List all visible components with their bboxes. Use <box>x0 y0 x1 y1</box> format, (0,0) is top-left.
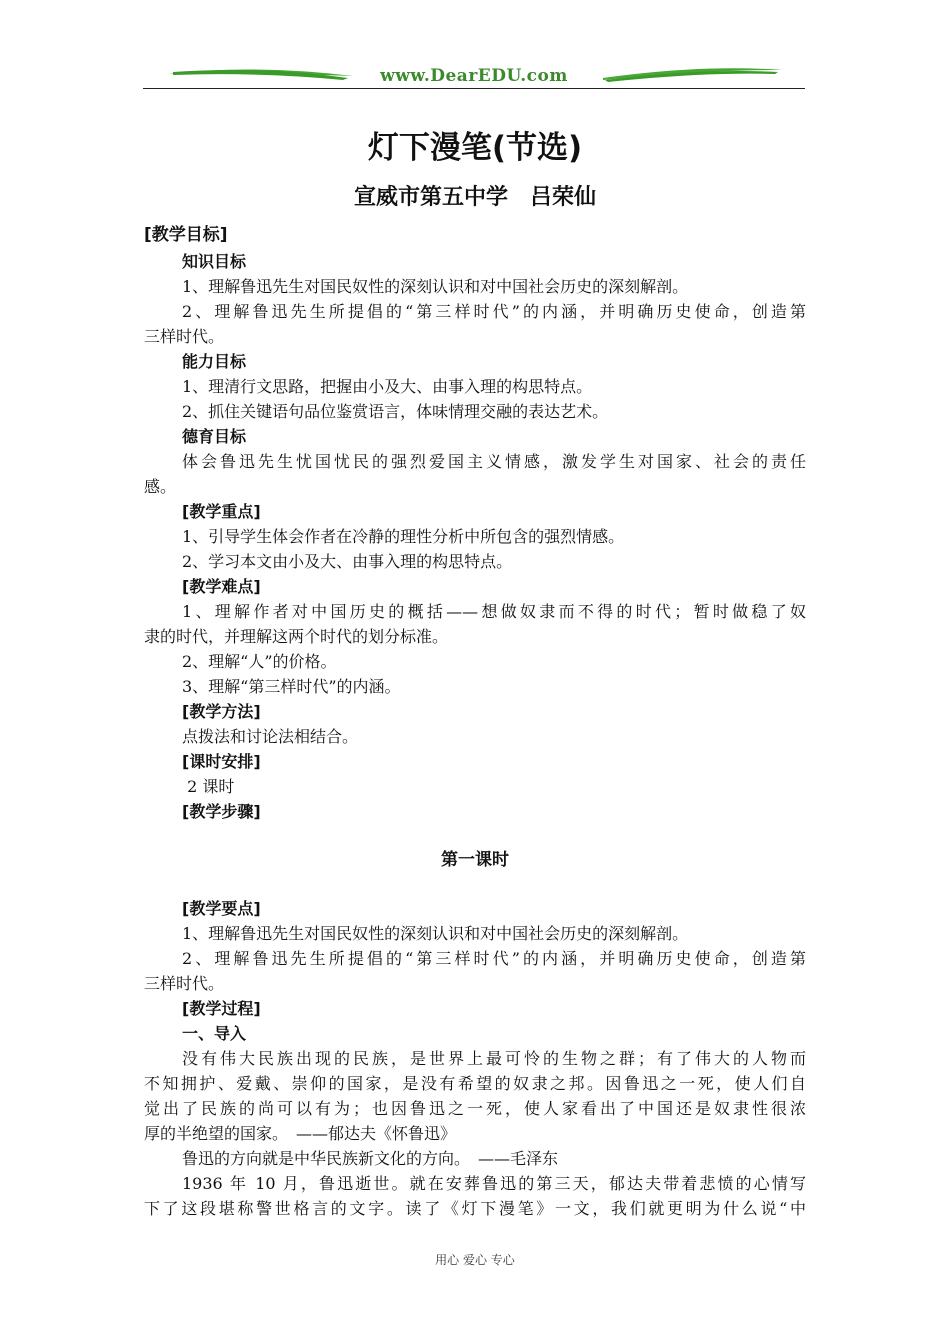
paragraph: 没有伟大民族出现的民族，是世界上最可怜的生物之群；有了伟大的人物而 <box>182 1049 806 1068</box>
paragraph: 厚的半绝望的国家。 ——郁达夫《怀鲁迅》 <box>144 1124 457 1143</box>
lesson-points-heading: [教学要点] <box>182 899 261 918</box>
paragraph: 体会鲁迅先生忧国忧民的强烈爱国主义情感，激发学生对国家、社会的责任 <box>182 452 806 471</box>
paragraph: 鲁迅的方向就是中华民族新文化的方向。 ——毛泽东 <box>182 1149 559 1168</box>
paragraph: 2、学习本文由小及大、由事入理的构思特点。 <box>182 552 513 571</box>
paragraph: 下了这段堪称警世格言的文字。读了《灯下漫笔》一文，我们就更明为什么说“中 <box>144 1199 806 1218</box>
goals-heading: [教学目标] <box>144 225 228 245</box>
document-title: 灯下漫笔(节选) <box>367 130 583 166</box>
lesson-heading: 第一课时 <box>441 850 509 870</box>
paragraph: 3、理解“第三样时代”的内涵。 <box>182 677 401 696</box>
paragraph: 三样时代。 <box>144 327 225 346</box>
paragraph: 2、理解“人”的价格。 <box>182 652 337 671</box>
paragraph: 2、理解鲁迅先生所提倡的“第三样时代”的内涵，并明确历史使命，创造第 <box>182 949 806 968</box>
moral-heading: 德育目标 <box>182 427 247 446</box>
intro-heading: 一、导入 <box>182 1024 247 1043</box>
key-points-heading: [教学重点] <box>182 502 261 521</box>
difficulties-heading: [教学难点] <box>182 577 261 596</box>
method-heading: [教学方法] <box>182 702 261 721</box>
page-footer: 用心 爱心 专心 <box>435 1253 515 1267</box>
document-body <box>144 222 806 1221</box>
paragraph: 1936 年 10 月，鲁迅逝世。就在安葬鲁迅的第三天，郁达夫带着悲愤的心情写 <box>182 1174 806 1193</box>
ability-heading: 能力目标 <box>182 352 247 371</box>
site-header-banner <box>143 60 805 92</box>
paragraph: 点拨法和讨论法相结合。 <box>182 727 359 746</box>
paragraph: 2、抓住关键语句品位鉴赏语言，体味情理交融的表达艺术。 <box>182 402 609 421</box>
knowledge-heading: 知识目标 <box>182 252 247 271</box>
paragraph: 1、理解作者对中国历史的概括——想做奴隶而不得的时代；暂时做稳了奴 <box>182 602 806 621</box>
process-heading: [教学过程] <box>182 999 261 1018</box>
paragraph: 隶的时代，并理解这两个时代的划分标准。 <box>144 627 449 646</box>
paragraph: 三样时代。 <box>144 974 225 993</box>
steps-heading: [教学步骤] <box>182 802 261 821</box>
paragraph: 不知拥护、爱戴、崇仰的国家，是没有希望的奴隶之邦。因鲁迅之一死，使人们自 <box>144 1074 806 1093</box>
document-subtitle: 宣威市第五中学 吕荣仙 <box>353 185 596 210</box>
paragraph: 感。 <box>144 477 177 496</box>
paragraph: 1、理解鲁迅先生对国民奴性的深刻认识和对中国社会历史的深刻解剖。 <box>182 924 689 943</box>
paragraph: 觉出了民族的尚可以有为；也因鲁迅之一死，使人家看出了中国还是奴隶性很浓 <box>144 1099 806 1118</box>
spacer <box>144 874 806 896</box>
paragraph: 1、理清行文思路，把握由小及大、由事入理的构思特点。 <box>182 377 593 396</box>
site-url: www.DearEDU.com <box>380 66 568 86</box>
paragraph: 1、理解鲁迅先生对国民奴性的深刻认识和对中国社会历史的深刻解剖。 <box>182 277 689 296</box>
paragraph: 2、理解鲁迅先生所提倡的“第三样时代”的内涵，并明确历史使命，创造第 <box>182 302 806 321</box>
paragraph: 2 课时 <box>182 777 235 796</box>
header-divider <box>143 88 805 89</box>
schedule-heading: [课时安排] <box>182 752 261 771</box>
paragraph: 1、引导学生体会作者在冷静的理性分析中所包含的强烈情感。 <box>182 527 625 546</box>
spacer <box>144 824 806 846</box>
